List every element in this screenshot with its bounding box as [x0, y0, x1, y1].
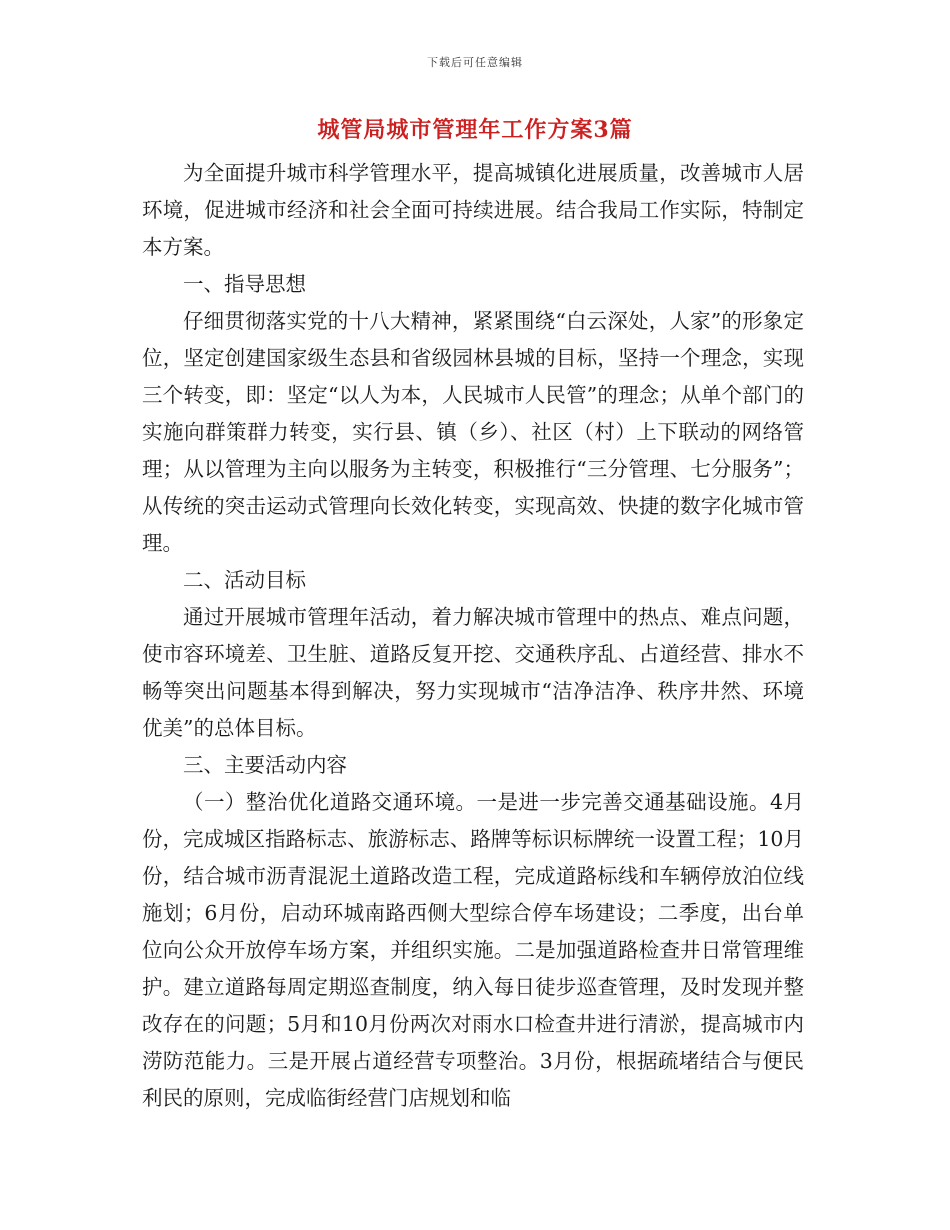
document-body [142, 155, 804, 1117]
section-heading-main-content: 三、主要活动内容 [183, 753, 347, 777]
section-heading-guiding-thought: 一、指导思想 [183, 272, 306, 296]
document-title: 城管局城市管理年工作方案3篇 [317, 117, 633, 143]
page-header-note: 下载后可任意编辑 [427, 56, 523, 69]
paragraph-main-content-1: （一）整治优化道路交通环境。一是进一步完善交通基础设施。4月份，完成城区指路标志、旅游标志、路牌等标识标牌统一设置工程；10月份，结合城市沥青混泥土道路改造工程，完成道路标线和车辆停放泊位线施划；6月份，启动环城南路西侧大型综合停车场建设；二季度，出台单位向公众开放停车场方案，并组织实施。二是加强道路检查井日常管理维护。建立道路每周定期巡查制度，纳入每日徒步巡查管理，及时发现并整改存在的问题；5月和10月份两次对雨水口检查井进行清淤，提高城市内涝防范能力。三是开展占道经营专项整治。3月份，根据疏堵结合与便民利民的原则，完成临街经营门店规划和临 [142, 790, 804, 1110]
paragraph-guiding-thought: 仔细贯彻落实党的十八大精神，紧紧围绕“白云深处，人家”的形象定位，坚定创建国家级生态县和省级园林县城的目标，坚持一个理念，实现三个转变，即：坚定“以人为本，人民城市人民管”的理念；从单个部门的实施向群策群力转变，实行县、镇（乡）、社区（村）上下联动的网络管理；从以管理为主向以服务为主转变，积极推行“三分管理、七分服务”；从传统的突击运动式管理向长效化转变，实现高效、快捷的数字化城市管理。 [142, 309, 804, 555]
paragraph-activity-goal: 通过开展城市管理年活动，着力解决城市管理中的热点、难点问题，使市容环境差、卫生脏、道路反复开挖、交通秩序乱、占道经营、排水不畅等突出问题基本得到解决，努力实现城市“洁净洁净、秩序井然、环境优美”的总体目标。 [142, 605, 804, 740]
section-heading-activity-goal: 二、活动目标 [183, 568, 306, 592]
paragraph-intro: 为全面提升城市科学管理水平，提高城镇化进展质量，改善城市人居环境，促进城市经济和社会全面可持续进展。结合我局工作实际，特制定本方案。 [142, 161, 804, 259]
